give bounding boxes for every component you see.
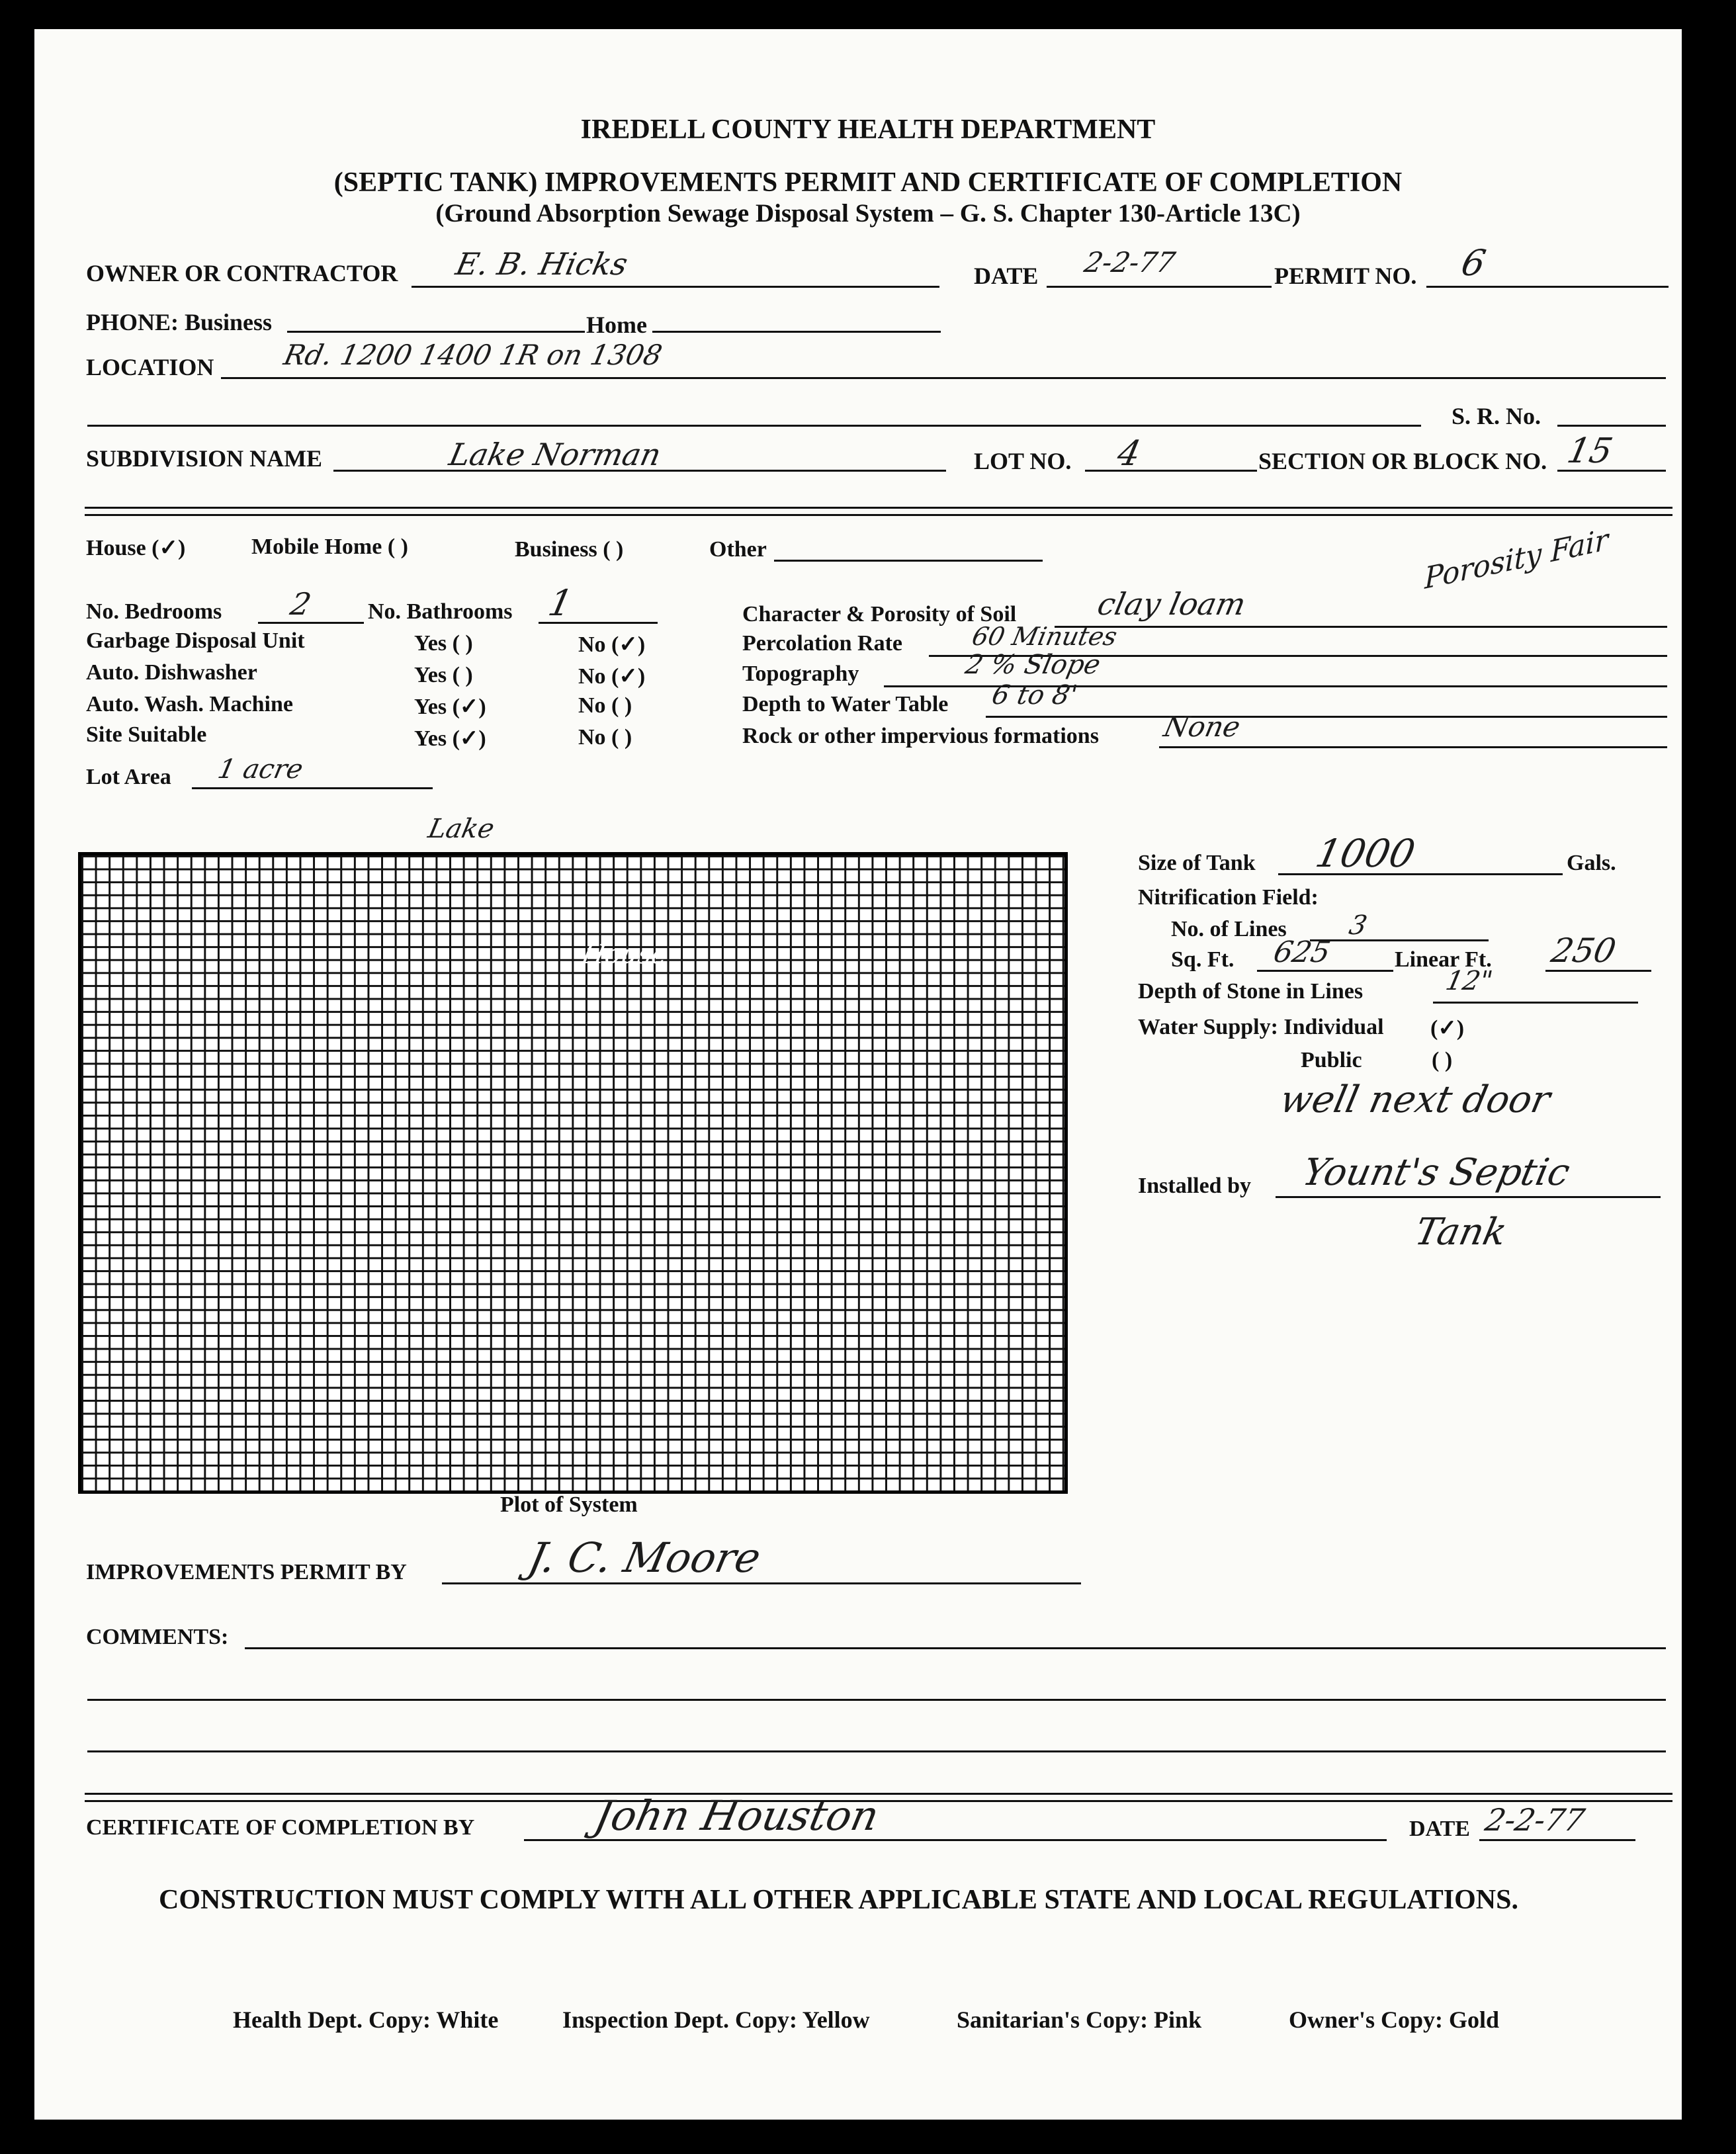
bathrooms-value[interactable]: 1 <box>544 582 577 624</box>
spec-row-yes[interactable]: Yes (✓) <box>414 695 486 719</box>
water-supply-label: Water Supply: Individual <box>1138 1015 1384 1039</box>
spec-row-label: Auto. Dishwasher <box>86 660 257 685</box>
copy-inspection-dept: Inspection Dept. Copy: Yellow <box>562 2006 870 2033</box>
sr-no-label: S. R. No. <box>1452 403 1541 429</box>
installed-by-value-2: Tank <box>1411 1211 1511 1254</box>
department-title: IREDELL COUNTY HEALTH DEPARTMENT <box>580 114 1156 145</box>
comments-line-3 <box>87 1750 1666 1752</box>
section-block-label: SECTION OR BLOCK NO. <box>1258 448 1547 474</box>
lines-line <box>1310 939 1489 941</box>
installed-by-value[interactable]: Yount's Septic <box>1299 1151 1574 1194</box>
bathrooms-label: No. Bathrooms <box>368 599 513 624</box>
plot-grid[interactable] <box>78 852 1068 1494</box>
well-note: well next door <box>1276 1078 1554 1121</box>
soil-character-label: Character & Porosity of Soil <box>742 602 1017 626</box>
porosity-note: Porosity Fair <box>1424 522 1608 597</box>
permit-by-label: IMPROVEMENTS PERMIT BY <box>86 1560 407 1584</box>
permit-no-value[interactable]: 6 <box>1457 242 1490 284</box>
rock-line <box>1159 746 1667 748</box>
regulations-notice: CONSTRUCTION MUST COMPLY WITH ALL OTHER APPLICABLE STATE AND LOCAL REGULATIONS. <box>159 1885 1518 1915</box>
section-divider <box>85 507 1672 516</box>
water-table-label: Depth to Water Table <box>742 692 949 716</box>
bedrooms-value[interactable]: 2 <box>287 586 315 622</box>
form-title: (SEPTIC TANK) IMPROVEMENTS PERMIT AND CERTIFICATE OF COMPLETION <box>333 167 1403 198</box>
other-line <box>774 560 1043 562</box>
comments-line-2 <box>87 1699 1666 1701</box>
form-subtitle: (Ground Absorption Sewage Disposal System – G. S. Chapter 130-Article 13C) <box>435 199 1301 228</box>
completion-signature[interactable]: John Houston <box>590 1791 883 1840</box>
completion-date-value[interactable]: 2-2-77 <box>1482 1802 1588 1838</box>
individual-checkbox[interactable]: (✓) <box>1430 1016 1465 1041</box>
lot-area-label: Lot Area <box>86 765 171 789</box>
completion-date-label: DATE <box>1409 1817 1470 1841</box>
perc-rate-label: Percolation Rate <box>742 631 903 656</box>
spec-row-yes[interactable]: Yes (✓) <box>414 726 486 751</box>
public-checkbox[interactable]: ( ) <box>1432 1048 1453 1072</box>
comments-label: COMMENTS: <box>86 1625 229 1649</box>
lot-no-line <box>1085 470 1257 472</box>
stone-depth-value[interactable]: 12" <box>1443 966 1496 996</box>
gals-label: Gals. <box>1567 851 1616 875</box>
installed-by-line <box>1276 1196 1661 1198</box>
date-label: DATE <box>974 263 1039 289</box>
location-line-2 <box>87 425 1421 427</box>
spec-row-label: Garbage Disposal Unit <box>86 628 305 653</box>
completion-date-line <box>1479 1839 1635 1841</box>
subdivision-value[interactable]: Lake Norman <box>446 437 665 472</box>
permit-no-label: PERMIT NO. <box>1274 263 1417 289</box>
nitrification-label: Nitrification Field: <box>1138 885 1319 910</box>
linear-ft-value[interactable]: 250 <box>1547 931 1620 970</box>
lot-no-value[interactable]: 4 <box>1113 434 1145 474</box>
soil-character-line <box>1055 626 1667 628</box>
spec-row-no[interactable]: No (✓) <box>578 632 646 657</box>
topography-label: Topography <box>742 662 859 686</box>
location-label: LOCATION <box>86 354 214 380</box>
owner-label: OWNER OR CONTRACTOR <box>86 260 398 286</box>
comments-line-1 <box>245 1647 1666 1649</box>
public-label: Public <box>1301 1048 1362 1072</box>
business-option[interactable]: Business ( ) <box>515 537 624 562</box>
section-block-value[interactable]: 15 <box>1563 431 1616 471</box>
sqft-label: Sq. Ft. <box>1171 947 1235 972</box>
lot-area-value[interactable]: 1 acre <box>215 754 306 785</box>
rock-value[interactable]: None <box>1160 711 1244 743</box>
lines-value[interactable]: 3 <box>1346 910 1370 941</box>
tank-size-label: Size of Tank <box>1138 851 1256 875</box>
topography-value[interactable]: 2 % Slope <box>963 650 1104 680</box>
sr-no-line <box>1557 425 1666 427</box>
phone-home-label: Home <box>586 312 647 338</box>
sqft-value[interactable]: 625 <box>1270 935 1334 969</box>
other-label: Other <box>709 537 767 562</box>
permit-by-line <box>442 1582 1081 1584</box>
perc-rate-value[interactable]: 60 Minutes <box>969 622 1120 651</box>
bedrooms-line <box>258 622 364 624</box>
location-value[interactable]: Rd. 1200 1400 1R on 1308 <box>281 339 666 371</box>
phone-business-line <box>287 331 585 333</box>
spec-row-yes[interactable]: Yes ( ) <box>414 663 473 687</box>
spec-row-yes[interactable]: Yes ( ) <box>414 631 473 656</box>
linear-ft-line <box>1545 970 1651 972</box>
owner-line <box>412 286 939 288</box>
stone-depth-label: Depth of Stone in Lines <box>1138 979 1364 1004</box>
lot-area-line <box>192 787 433 789</box>
spec-row-no[interactable]: No ( ) <box>578 725 632 750</box>
owner-value[interactable]: E. B. Hicks <box>453 246 631 282</box>
water-table-line <box>986 716 1667 718</box>
date-value[interactable]: 2-2-77 <box>1081 246 1178 279</box>
plot-note-house: House <box>579 939 671 970</box>
house-option[interactable]: House (✓) <box>86 536 186 560</box>
copy-health-dept: Health Dept. Copy: White <box>233 2006 499 2033</box>
subdivision-label: SUBDIVISION NAME <box>86 445 323 472</box>
linear-ft-label: Linear Ft. <box>1395 947 1492 972</box>
spec-row-no[interactable]: No (✓) <box>578 664 646 689</box>
plot-note-lake: Lake <box>425 814 498 844</box>
rock-label: Rock or other impervious formations <box>742 724 1099 748</box>
permit-no-line <box>1426 286 1669 288</box>
spec-row-label: Site Suitable <box>86 722 207 747</box>
phone-business-label: PHONE: Business <box>86 309 273 335</box>
stone-depth-line <box>1433 1002 1638 1004</box>
bedrooms-label: No. Bedrooms <box>86 599 222 624</box>
plot-caption: Plot of System <box>500 1492 638 1517</box>
lot-no-label: LOT NO. <box>974 448 1072 474</box>
completion-label: CERTIFICATE OF COMPLETION BY <box>86 1815 475 1840</box>
spec-row-label: Auto. Wash. Machine <box>86 692 293 716</box>
installed-by-label: Installed by <box>1138 1174 1251 1198</box>
mobile-home-option[interactable]: Mobile Home ( ) <box>251 535 408 559</box>
soil-character-value[interactable]: clay loam <box>1094 586 1249 622</box>
tank-size-value[interactable]: 1000 <box>1311 831 1419 876</box>
water-table-value[interactable]: 6 to 8' <box>989 680 1080 711</box>
permit-by-signature[interactable]: J. C. Moore <box>524 1533 765 1582</box>
location-line <box>221 377 1666 379</box>
date-line <box>1047 286 1272 288</box>
copy-sanitarian: Sanitarian's Copy: Pink <box>957 2006 1202 2033</box>
sqft-line <box>1257 970 1393 972</box>
lines-label: No. of Lines <box>1171 917 1287 941</box>
copy-owner: Owner's Copy: Gold <box>1289 2006 1500 2033</box>
spec-row-no[interactable]: No ( ) <box>578 693 632 718</box>
phone-home-line <box>652 331 941 333</box>
